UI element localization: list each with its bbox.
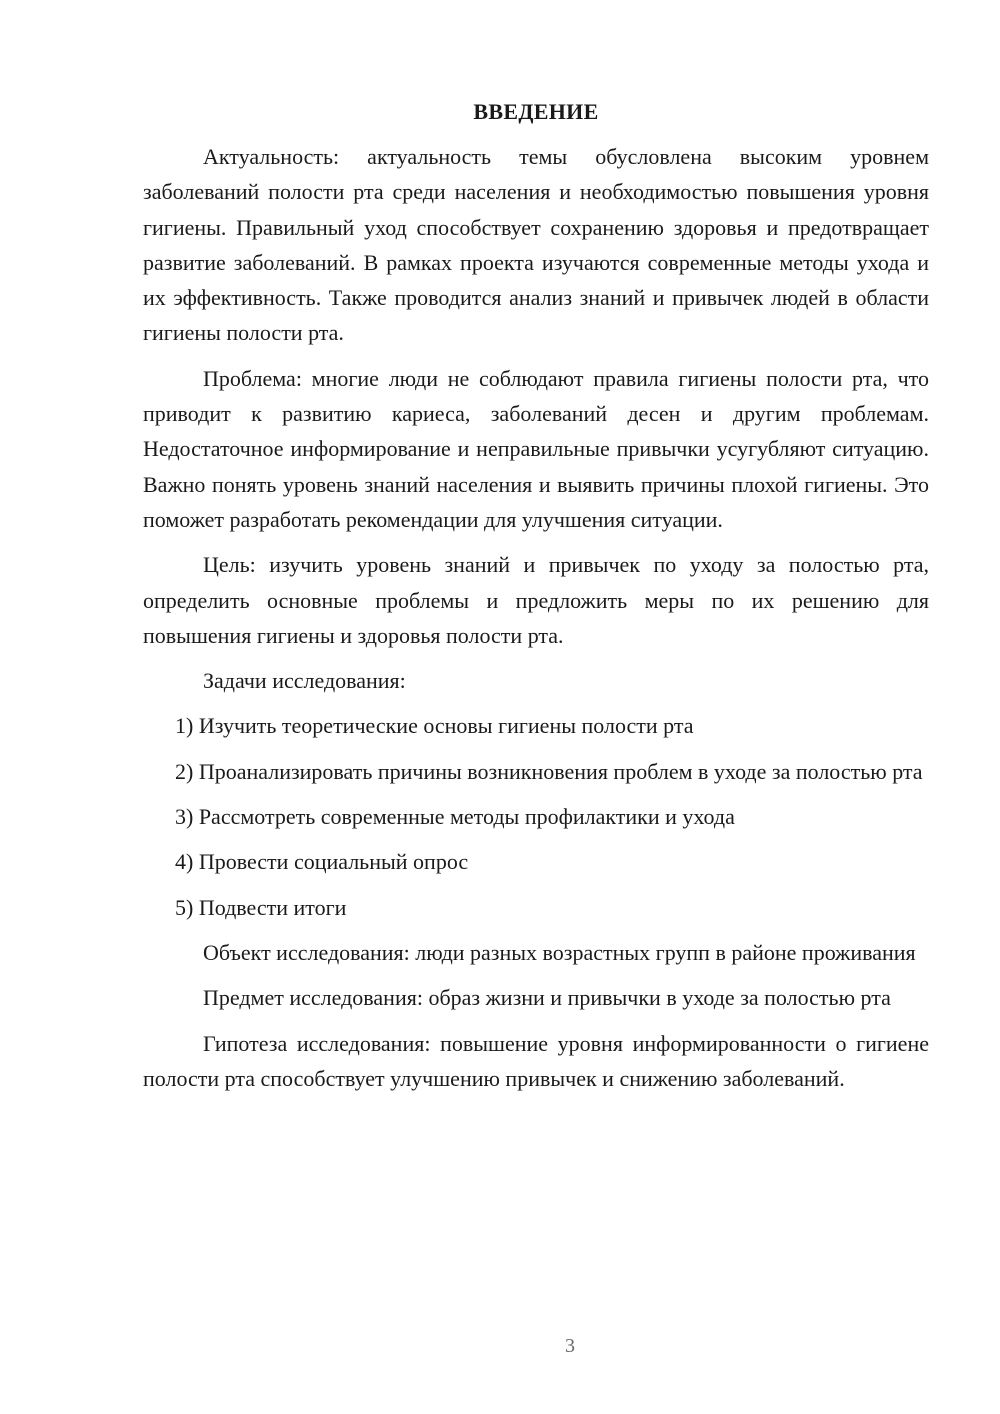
- page-number: 3: [565, 1335, 575, 1357]
- paragraph-subject: Предмет исследования: образ жизни и привычки в уходе за полостью рта: [203, 985, 891, 1011]
- section-heading: ВВЕДЕНИЕ: [473, 99, 599, 124]
- task-item-2: 2) Проанализировать причины возникновения проблем в уходе за полостью рта: [175, 758, 923, 784]
- paragraph-goal: Цель: изучить уровень знаний и привычек по уходу за полостью рта, определить основные проблемы и предложить меры по их решению для повышения гигиены и здоровья полости рта.: [143, 552, 929, 648]
- paragraph-relevance: Актуальность: актуальность темы обусловлена высоким уровнем заболеваний полости рта среди населения и необходимостью повышения уровня гигиены. Правильный уход способствует сохранению здоровья и предотвращает развитие заболеваний. В рамках проекта изучаются современные методы ухода и их эффективность. Также проводится анализ знаний и привычек людей в области гигиены полости рта.: [143, 144, 929, 346]
- task-item-4: 4) Провести социальный опрос: [175, 849, 469, 875]
- task-item-5: 5) Подвести итоги: [175, 894, 347, 920]
- paragraph-tasks-heading: Задачи исследования:: [203, 668, 406, 694]
- page-content: [143, 94, 929, 1106]
- paragraph-problem: Проблема: многие люди не соблюдают правила гигиены полости рта, что приводит к развитию кариеса, заболеваний десен и другим проблемам. Недостаточное информирование и неправильные привычки усугубляют ситуацию. Важно понять уровень знаний населения и выявить причины плохой гигиены. Это поможет разработать рекомендации для улучшения ситуации.: [143, 365, 929, 532]
- paragraph-object: Объект исследования: люди разных возрастных групп в районе проживания: [203, 939, 916, 965]
- paragraph-hypothesis: Гипотеза исследования: повышение уровня информированности о гигиене полости рта способствует улучшению привычек и снижению заболеваний.: [143, 1030, 929, 1091]
- task-item-3: 3) Рассмотреть современные методы профилактики и ухода: [175, 804, 735, 830]
- task-item-1: 1) Изучить теоретические основы гигиены полости рта: [175, 713, 694, 739]
